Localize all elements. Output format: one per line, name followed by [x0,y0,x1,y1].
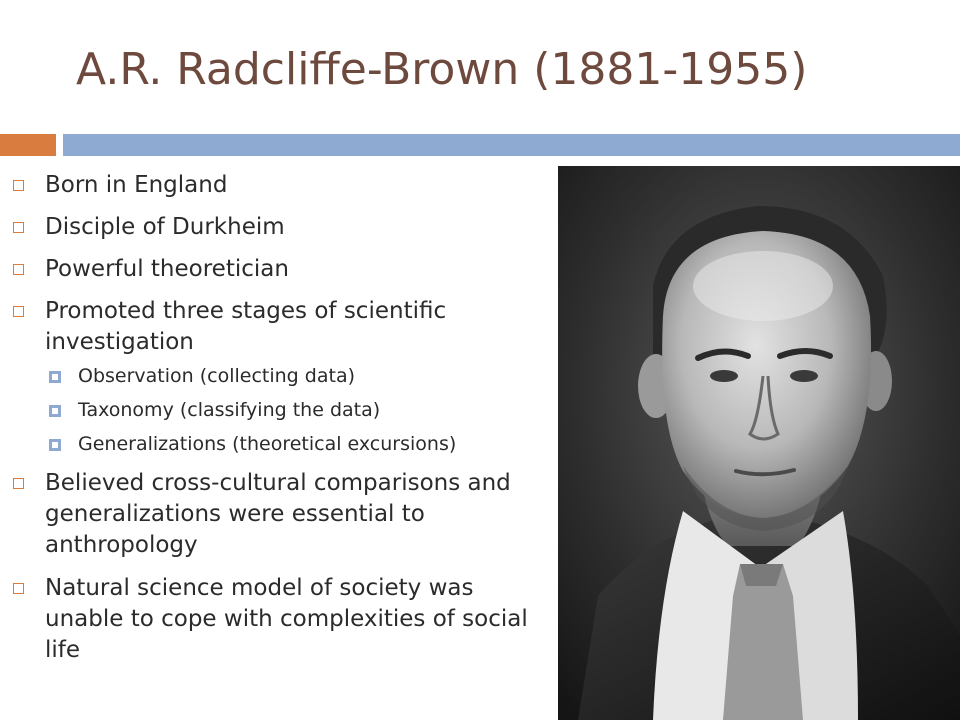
bullet-list [12,170,547,678]
sub-bullet-item [45,364,547,388]
filled-square-icon [49,371,61,383]
portrait-photo [558,166,960,720]
bullet-item [12,573,547,666]
bullet-item [12,254,547,285]
hollow-square-icon [13,222,24,233]
filled-square-icon [49,405,61,417]
bullet-item [12,296,547,456]
hollow-square-icon [13,180,24,191]
bullet-item [12,170,547,201]
sub-bullet-text: Generalizations (theoretical excursions) [78,433,457,455]
hollow-square-icon [13,583,24,594]
bullet-text: Promoted three stages of scientific investigation [45,298,447,355]
title-rule-accent [0,134,56,156]
slide-title: A.R. Radcliffe-Brown (1881-1955) [76,44,808,95]
bullet-text: Born in England [45,172,228,198]
bullet-text: Disciple of Durkheim [45,214,285,240]
bullet-text: Believed cross-cultural comparisons and generalizations were essential to anthropology [45,470,511,558]
sub-bullet-text: Observation (collecting data) [78,365,355,387]
filled-square-icon [49,439,61,451]
hollow-square-icon [13,306,24,317]
sub-bullet-text: Taxonomy (classifying the data) [78,399,381,421]
bullet-item [12,212,547,243]
sub-bullet-list [45,364,547,456]
sub-bullet-item [45,398,547,422]
hollow-square-icon [13,264,24,275]
title-rule-bar [63,134,960,156]
hollow-square-icon [13,478,24,489]
sub-bullet-item [45,432,547,456]
bullet-item [12,468,547,561]
bullet-text: Powerful theoretician [45,256,289,282]
portrait-illustration [558,166,960,720]
bullet-text: Natural science model of society was unable to cope with complexities of social life [45,575,528,663]
